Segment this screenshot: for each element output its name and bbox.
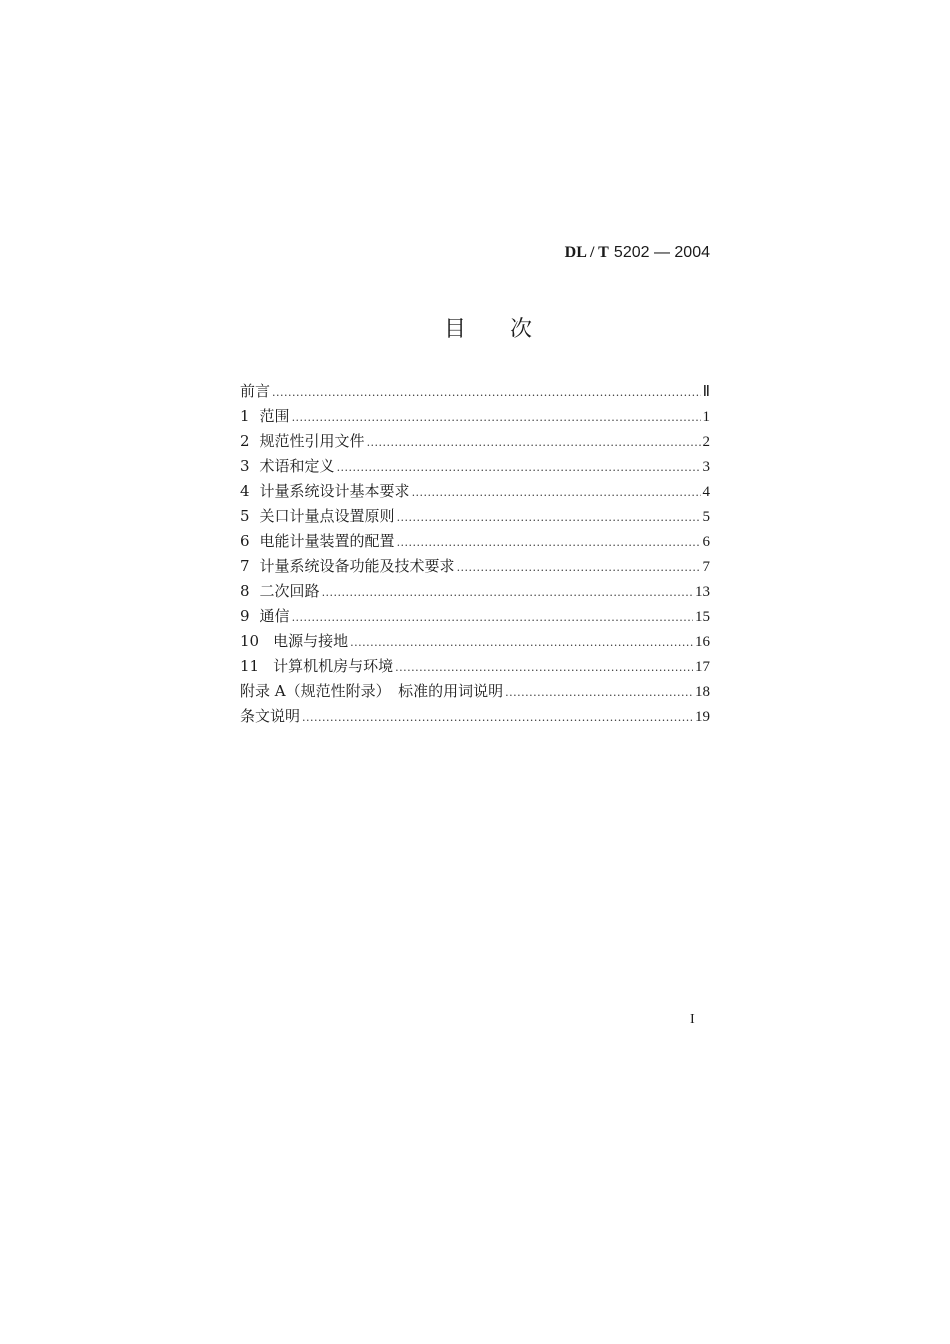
toc-entry-10[interactable] — [240, 629, 710, 654]
toc-entry-title: 范围 — [259, 407, 290, 425]
toc-entry-page: 5 — [702, 509, 710, 525]
toc-entry-number: 1 — [240, 407, 250, 425]
toc-entry-11[interactable] — [240, 654, 710, 679]
toc-leader — [272, 380, 701, 405]
toc-entry-number: 5 — [240, 507, 250, 525]
toc-entry-title: 附录 A（规范性附录） 标准的用词说明 — [240, 682, 504, 700]
toc-entry-page: 16 — [695, 634, 710, 650]
toc-entry-title: 关口计量点设置原则 — [259, 507, 395, 525]
toc-entry-page: 17 — [695, 659, 710, 675]
toc-entry-page: Ⅱ — [702, 384, 710, 400]
toc-entry-title: 通信 — [259, 607, 290, 625]
toc-entry-title: 条文说明 — [240, 707, 301, 725]
toc-entry-title: 前言 — [240, 382, 271, 400]
toc-entry-4[interactable] — [240, 479, 710, 504]
toc-leader — [292, 605, 693, 630]
toc-entry-title: 计量系统设备功能及技术要求 — [259, 557, 455, 575]
toc-entry-9[interactable] — [240, 604, 710, 629]
toc-leader — [395, 655, 693, 680]
toc-leader — [337, 455, 701, 480]
toc-entry-appendix-a[interactable] — [240, 679, 710, 704]
toc-entry-title: 计量系统设计基本要求 — [259, 482, 410, 500]
toc-leader — [505, 680, 693, 705]
toc-entry-title: 电源与接地 — [273, 632, 349, 650]
toc-entry-5[interactable] — [240, 504, 710, 529]
toc-entry-2[interactable] — [240, 429, 710, 454]
toc-entry-title: 计算机机房与环境 — [273, 657, 394, 675]
toc-leader — [350, 630, 693, 655]
toc-entry-title: 二次回路 — [259, 582, 320, 600]
toc-entry-number: 11 — [240, 657, 260, 675]
toc-leader — [322, 580, 693, 605]
toc-entry-title: 规范性引用文件 — [259, 432, 365, 450]
toc-entry-number: 6 — [240, 532, 250, 550]
toc-leader — [397, 530, 701, 555]
toc-entry-page: 1 — [702, 409, 710, 425]
toc-entry-title: 术语和定义 — [259, 457, 335, 475]
toc-entry-explanation[interactable] — [240, 704, 710, 729]
toc-entry-page: 6 — [702, 534, 710, 550]
toc-entry-page: 13 — [695, 584, 710, 600]
table-of-contents — [240, 379, 710, 729]
toc-title: 目次 — [444, 317, 577, 342]
toc-entry-page: 3 — [702, 459, 710, 475]
toc-entry-number: 7 — [240, 557, 250, 575]
toc-entry-page: 18 — [695, 684, 710, 700]
toc-leader — [457, 555, 701, 580]
toc-entry-page: 19 — [695, 709, 710, 725]
toc-leader — [302, 705, 693, 730]
toc-entry-title: 电能计量装置的配置 — [259, 532, 395, 550]
toc-entry-page: 4 — [702, 484, 710, 500]
toc-entry-number: 8 — [240, 582, 250, 600]
toc-entry-number: 2 — [240, 432, 250, 450]
toc-entry-foreword[interactable] — [240, 379, 710, 404]
toc-entry-number: 9 — [240, 607, 250, 625]
toc-entry-7[interactable] — [240, 554, 710, 579]
toc-entry-page: 2 — [702, 434, 710, 450]
toc-entry-number: 4 — [240, 482, 250, 500]
toc-leader — [367, 430, 701, 455]
toc-entry-page: 7 — [702, 559, 710, 575]
toc-entry-6[interactable] — [240, 529, 710, 554]
page-number: I — [690, 1012, 695, 1027]
toc-entry-number: 3 — [240, 457, 250, 475]
toc-entry-page: 15 — [695, 609, 710, 625]
standard-code: DL / T — [564, 244, 609, 261]
toc-entry-8[interactable] — [240, 579, 710, 604]
toc-entry-1[interactable] — [240, 404, 710, 429]
toc-entry-number: 10 — [240, 632, 260, 650]
page-header — [480, 240, 710, 265]
toc-entry-3[interactable] — [240, 454, 710, 479]
toc-leader — [412, 480, 701, 505]
toc-leader — [292, 405, 701, 430]
standard-number: 5202 — 2004 — [613, 244, 710, 261]
toc-leader — [397, 505, 701, 530]
